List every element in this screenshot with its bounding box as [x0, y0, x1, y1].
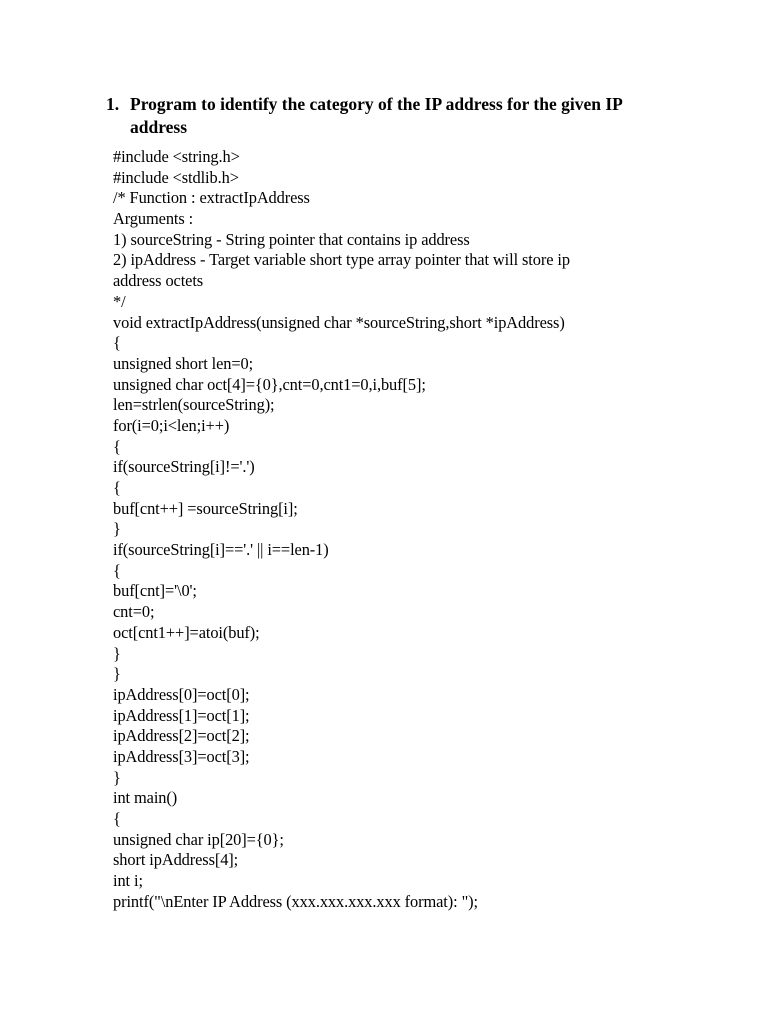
code-line: for(i=0;i<len;i++) [113, 415, 230, 435]
heading-number: 1. [106, 94, 120, 114]
code-line: int i; [113, 871, 143, 891]
code-line: void extractIpAddress(unsigned char *sourceString,short *ipAddress) [113, 312, 565, 332]
code-line: ipAddress[1]=oct[1]; [113, 705, 250, 725]
code-line: } [113, 519, 121, 539]
code-line: if(sourceString[i]=='.' || i==len-1) [113, 540, 329, 560]
code-line: unsigned char oct[4]={0},cnt=0,cnt1=0,i,buf[5]; [113, 374, 426, 394]
section-heading [106, 93, 666, 139]
code-line: /* Function : extractIpAddress [113, 188, 310, 208]
code-line: int main() [113, 788, 178, 808]
code-line: address octets [113, 271, 204, 291]
code-line: #include <string.h> [113, 147, 240, 166]
code-line: 1) sourceString - String pointer that contains ip address [113, 229, 470, 249]
code-line: oct[cnt1++]=atoi(buf); [113, 622, 260, 642]
code-line: cnt=0; [113, 602, 155, 622]
code-line: ipAddress[0]=oct[0]; [113, 684, 250, 704]
code-line: 2) ipAddress - Target variable short type array pointer that will store ip [113, 250, 570, 270]
code-line: #include <stdlib.h> [113, 167, 239, 187]
code-line: } [113, 643, 121, 663]
code-line: short ipAddress[4]; [113, 850, 239, 870]
code-line: unsigned short len=0; [113, 353, 254, 373]
code-line: { [113, 478, 121, 497]
code-line: buf[cnt]='\0'; [113, 581, 197, 601]
heading-title: Program to identify the category of the IP address for the given IP address [130, 94, 622, 137]
code-line: { [113, 436, 121, 456]
code-line: */ [113, 291, 126, 311]
code-line: ipAddress[3]=oct[3]; [113, 746, 250, 766]
code-line: Arguments : [113, 209, 194, 229]
code-line: { [113, 560, 121, 580]
code-line: buf[cnt++] =sourceString[i]; [113, 498, 298, 518]
code-line: ipAddress[2]=oct[2]; [113, 726, 250, 746]
code-line: len=strlen(sourceString); [113, 395, 275, 415]
code-line: } [113, 767, 121, 787]
code-line: printf("\nEnter IP Address (xxx.xxx.xxx.xxx format): "); [113, 891, 478, 911]
code-line: } [113, 664, 121, 684]
code-line: if(sourceString[i]!='.') [113, 457, 255, 477]
code-line: { [113, 809, 121, 828]
code-line: unsigned char ip[20]={0}; [113, 829, 284, 849]
code-listing [113, 147, 713, 912]
code-line: { [113, 333, 121, 353]
